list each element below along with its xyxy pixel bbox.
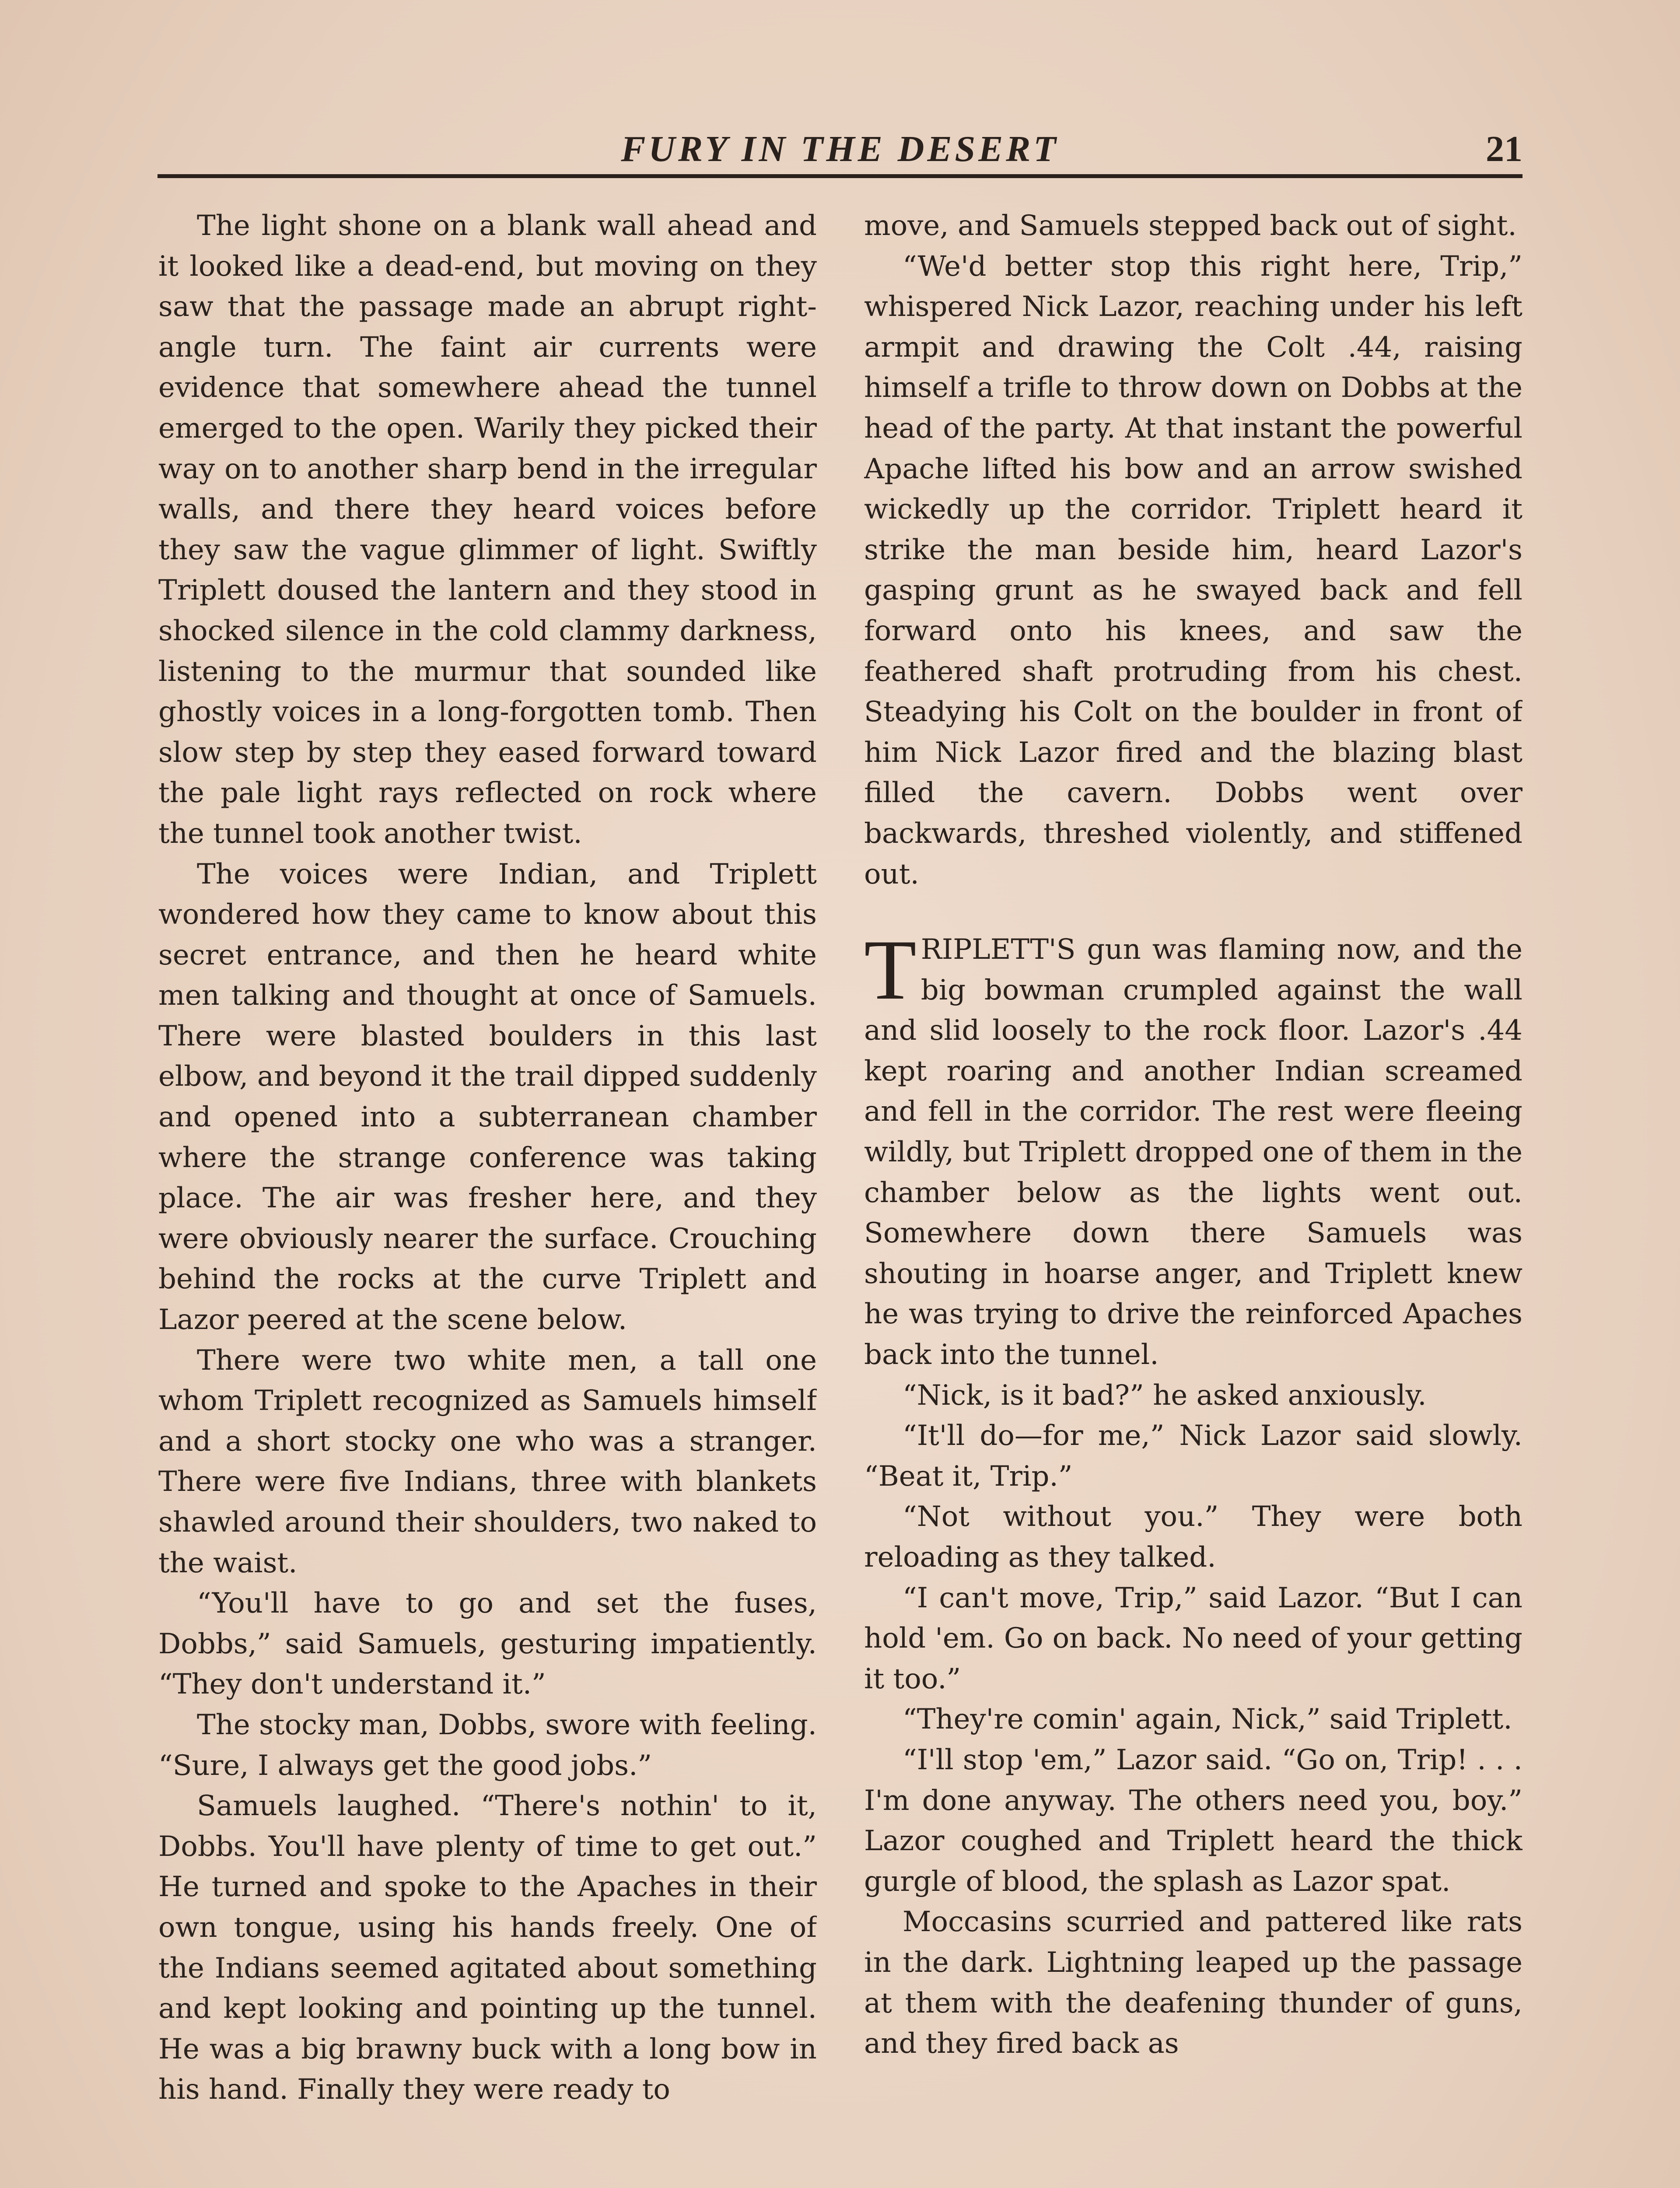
running-title: FURY IN THE DESERT — [621, 129, 1059, 169]
paragraph: “Nick, is it bad?” he asked anxiously. — [903, 1379, 1427, 1412]
paragraph: Samuels laughed. “There's nothin' to it, Dobbs. You'll have plenty of time to get out.” He turned and spoke to the Apaches in their own tongue, using his hands freely. One of the Indians seemed agitated about something and kept looking and pointing up the tunnel. He was a big brawny buck with a long bow in his hand. Finally they were ready to — [158, 1790, 817, 2106]
paragraph: “Not without you.” They were both reloading as they talked. — [864, 1501, 1522, 1574]
paragraph: “We'd better stop this right here, Trip,” whispered Nick Lazor, reaching under his left armpit and drawing the Colt .44, raising himself a trifle to throw down on Dobbs at the head of the party. At that instant the powerful Apache lifted his bow and an arrow swished wickedly up the corridor. Triplett heard it strike the man beside him, heard Lazor's gasping grunt as he swayed back and fell forward onto his knees, and saw the feathered shaft protruding from his chest. Steadying his Colt on the boulder in front of him Nick Lazor fired and the blazing blast filled the cavern. Dobbs went over backwards, threshed violently, and stiffened out. — [864, 250, 1522, 891]
page-header — [158, 126, 1522, 178]
page-number: 21 — [1486, 129, 1522, 169]
paragraph: “I can't move, Trip,” said Lazor. “But I can hold 'em. Go on back. No need of your getting it too.” — [864, 1581, 1522, 1695]
paragraph: “I'll stop 'em,” Lazor said. “Go on, Trip! . . . I'm done anyway. The others need you, boy.” Lazor coughed and Triplett heard the thick gurgle of blood, the splash as Lazor spat. — [864, 1743, 1522, 1898]
left-column — [158, 206, 817, 2188]
drop-cap: T — [864, 922, 917, 1018]
paragraph: “It'll do—for me,” Nick Lazor said slowly. “Beat it, Trip.” — [864, 1420, 1522, 1493]
paragraph: Moccasins scurried and pattered like rats in the dark. Lightning leaped up the passage at them with the deafening thunder of guns, and they fired back as — [864, 1906, 1522, 2060]
paragraph: “You'll have to go and set the fuses, Dobbs,” said Samuels, gesturing impatiently. “They don't understand it.” — [158, 1587, 817, 1701]
paragraph: The voices were Indian, and Triplett wondered how they came to know about this secret entrance, and then he heard white men talking and thought at once of Samuels. There were blasted boulders in this last elbow, and beyond it the trail dipped suddenly and opened into a subterranean chamber where the strange conference was taking place. The air was fresher here, and they were obviously nearer the surface. Crouching behind the rocks at the curve Triplett and Lazor peered at the scene below. — [158, 858, 817, 1336]
paragraph: The stocky man, Dobbs, swore with feeling. “Sure, I always get the good jobs.” — [158, 1708, 817, 1782]
paragraph: The light shone on a blank wall ahead and it looked like a dead-end, but moving on they saw that the passage made an abrupt right-angle turn. The faint air currents were evidence that somewhere ahead the tunnel emerged to the open. Warily they picked their way on to another sharp bend in the irregular walls, and there they heard voices before they saw the vague glimmer of light. Swiftly Triplett doused the lantern and they stood in shocked silence in the cold clammy darkness, listening to the murmur that sounded like ghostly voices in a long-forgotten tomb. Then slow step by step they eased forward toward the pale light rays reflected on rock where the tunnel took another twist. — [158, 210, 817, 850]
continued-paragraph: move, and Samuels stepped back out of sight. — [864, 210, 1517, 242]
right-column — [864, 206, 1522, 2188]
paragraph: There were two white men, a tall one whom Triplett recognized as Samuels himself and a short stocky one who was a stranger. There were five Indians, three with blankets shawled around their shoulders, two naked to the waist. — [158, 1344, 817, 1579]
section-opening-text: RIPLETT'S gun was flaming now, and the big bowman crumpled against the wall and slid loosely to the rock floor. Lazor's .44 kept roaring and another Indian screamed and fell in the corridor. The rest were fleeing wildly, but Triplett dropped one of them in the chamber below as the lights went out. Somewhere down there Samuels was shouting in hoarse anger, and Triplett knew he was trying to drive the reinforced Apaches back into the tunnel. — [864, 933, 1522, 1371]
paragraph: “They're comin' again, Nick,” said Triplett. — [903, 1703, 1512, 1736]
section-opening-paragraph — [864, 922, 1522, 1375]
